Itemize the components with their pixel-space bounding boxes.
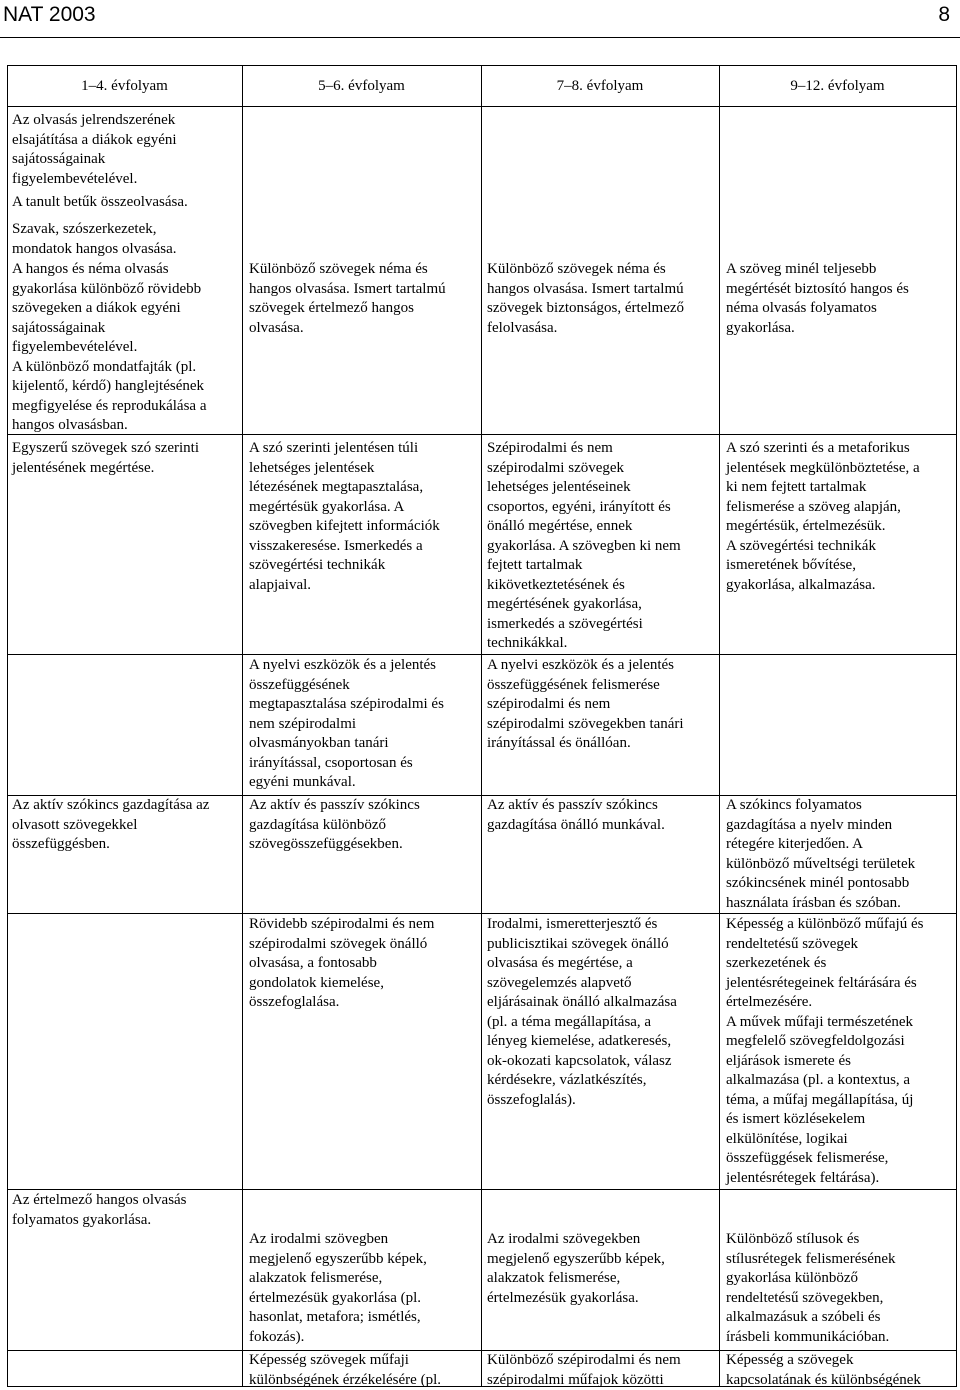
column-border [481, 65, 482, 1386]
document-title: NAT 2003 [3, 3, 96, 26]
cell-text: Képesség a különböző műfajú és rendeltetésű szövegek szerkezetének és jelentésrétegeinek feltárására és értelmezésére. A művek műfaji természetének megfelelő szövegfeldolgozási eljárások ismerete és alkalmazása (pl. a kontextus, a téma, a műfaj megállapítása, új és ismert közlésekelem elkülönítése, logikai összefüggések felismerése, jelentésrétegek feltárása). [726, 916, 924, 1186]
cell-text: A hangos és néma olvasás gyakorlása különböző rövidebb szövegeken a diákok egyéni sajátosságainak figyelembevételével. A különböző mondatfajták (pl. kijelentő, kérdő) hanglejtésének megfigyelése és reprodukálása a hangos olvasásban. [12, 261, 207, 433]
row-separator [7, 1189, 957, 1190]
column-border [956, 65, 957, 1386]
cell-text: Az olvasás jelrendszerének elsajátítása a diákok egyéni sajátosságainak figyelembevételével. [12, 112, 177, 187]
cell-text: A nyelvi eszközök és a jelentés összefüggésének felismerése szépirodalmi és nem szépirodalmi szövegekben tanári irányítással és önállóan. [487, 657, 684, 751]
row-separator [7, 654, 957, 655]
header-rule [0, 37, 960, 38]
cell-text: Szavak, szószerkezetek, mondatok hangos olvasása. [12, 221, 177, 257]
column-header-9-12: 9–12. évfolyam [790, 78, 885, 94]
column-header-1-4: 1–4. évfolyam [81, 78, 168, 94]
cell-text: Különböző szépirodalmi és nem szépirodalmi műfajok közötti [487, 1352, 681, 1388]
cell-text: Az értelmező hangos olvasás folyamatos gyakorlása. [12, 1192, 187, 1228]
cell-text: Különböző stílusok és stílusrétegek felismerésének gyakorlása különböző rendeltetésű szövegekben, alkalmazásuk a szóbeli és írásbeli kommunikációban. [726, 1231, 896, 1345]
cell-text: Képesség szövegek műfaji különbségének érzékelésére (pl. [249, 1352, 441, 1388]
column-border [7, 65, 8, 1386]
cell-text: A szó szerinti jelentésen túli lehetséges jelentések létezésének megtapasztalása, megértésük gyakorlása. A szövegben kifejtett információk visszakeresése. Ismerkedés a szövegértési technikák alapjaival. [249, 440, 440, 593]
cell-text: A szöveg minél teljesebb megértését biztosító hangos és néma olvasás folyamatos gyakorlása. [726, 261, 909, 336]
table-top-border [7, 65, 957, 66]
cell-text: Különböző szövegek néma és hangos olvasása. Ismert tartalmú szövegek értelmező hangos olvasása. [249, 261, 446, 336]
column-header-separator [7, 106, 957, 107]
cell-text: Egyszerű szövegek szó szerinti jelentésének megértése. [12, 440, 200, 476]
cell-text: A szó szerinti és a metaforikus jelentések megkülönböztetése, a ki nem fejtett tartalmak felismerése a szöveg alapján, megértésük, értelmezésük. A szövegértési technikák ismeretének bővítése, gyakorlása, alkalmazása. [726, 440, 920, 593]
cell-text: Irodalmi, ismeretterjesztő és publicisztikai szövegek önálló olvasása és megértése, a szövegelemzés alapvető eljárásainak önálló alkalmazása (pl. a téma megállapítása, a lényeg kiemelése, adatkeresés, ok-okozati kapcsolatok, válasz kérdésekre, vázlatkészítés, összefoglalás). [487, 916, 677, 1108]
page-number: 8 [938, 3, 950, 26]
cell-text: Az aktív és passzív szókincs gazdagítása önálló munkával. [487, 797, 665, 833]
column-header-5-6: 5–6. évfolyam [318, 78, 405, 94]
page-header [0, 0, 960, 44]
cell-text: Különböző szövegek néma és hangos olvasása. Ismert tartalmú szövegek biztonságos, értelmező felolvasása. [487, 261, 685, 336]
cell-text: Az aktív és passzív szókincs gazdagítása különböző szövegösszefüggésekben. [249, 797, 420, 852]
cell-text: Képesség a szövegek kapcsolatának és különbségének [726, 1352, 921, 1388]
cell-text: A szókincs folyamatos gazdagítása a nyelv minden rétegére kiterjedően. A különböző műveltségi területek szókincsének minél pontosabb használata írásban és szóban. [726, 797, 916, 911]
cell-text: Szépirodalmi és nem szépirodalmi szövegek lehetséges jelentéseinek csoportos, egyéni, irányított és önálló megértése, ennek gyakorlása. A szövegben ki nem fejtett tartalmak kikövetkeztetésének és megértésének gyakorlása, ismerkedés a szövegértési technikákkal. [487, 440, 681, 651]
cell-text: A nyelvi eszközök és a jelentés összefüggésének megtapasztalása szépirodalmi és nem szépirodalmi olvasmányokban tanári irányítással, csoportosan és egyéni munkával. [249, 657, 444, 790]
column-border [242, 65, 243, 1386]
cell-text: Az irodalmi szövegekben megjelenő egyszerűbb képek, alakzatok felismerése, értelmezésük gyakorlása. [487, 1231, 665, 1306]
cell-text: Az aktív szókincs gazdagítása az olvasott szövegekkel összefüggésben. [12, 797, 210, 852]
column-header-7-8: 7–8. évfolyam [556, 78, 644, 94]
cell-text: Az irodalmi szövegben megjelenő egyszerűbb képek, alakzatok felismerése, értelmezésük gyakorlása (pl. hasonlat, metafora; ismétlés, fokozás). [249, 1231, 427, 1345]
cell-text: Rövidebb szépirodalmi és nem szépirodalmi szövegek önálló olvasása, a fontosabb gondolatok kiemelése, összefoglalása. [249, 916, 435, 1010]
cell-text: A tanult betűk összeolvasása. [12, 194, 188, 210]
row-separator [7, 913, 957, 914]
column-border [719, 65, 720, 1386]
